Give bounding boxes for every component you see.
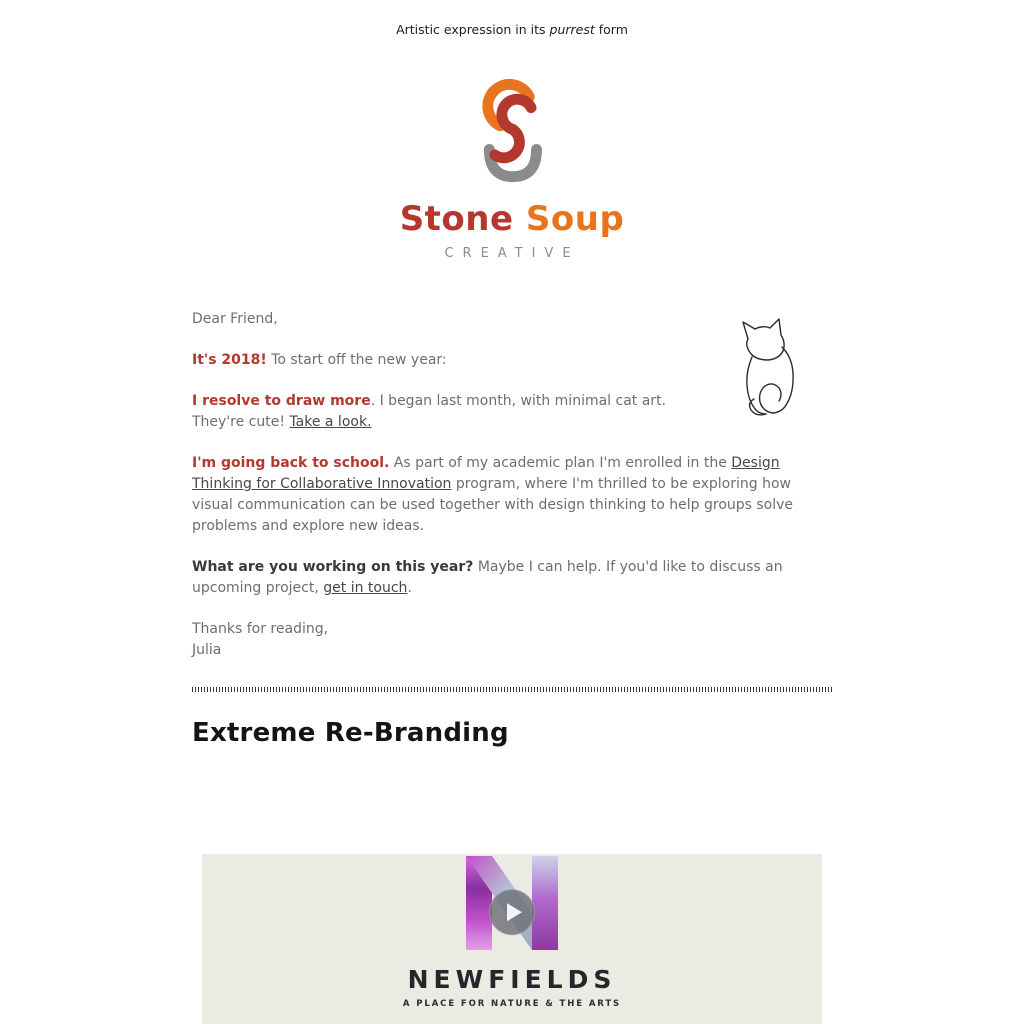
cat-drawing	[732, 313, 804, 417]
closing-block	[192, 619, 832, 661]
letter-section	[192, 309, 832, 661]
play-button[interactable]	[489, 889, 535, 935]
paragraph-working-on	[192, 557, 832, 599]
design-thinking-link[interactable]: Design Thinking for Collaborative Innovation	[192, 455, 780, 492]
paragraph-school	[192, 453, 832, 537]
newfields-tagline: A PLACE FOR NATURE & THE ARTS	[402, 999, 622, 1009]
salutation-text: Dear Friend,	[192, 311, 278, 327]
hatched-divider	[192, 687, 832, 692]
brand-subline: CREATIVE	[444, 246, 580, 261]
get-in-touch-link[interactable]: get in touch	[323, 580, 408, 596]
p4-bold-text: What are you working on this year?	[192, 559, 474, 575]
take-a-look-link[interactable]: Take a look.	[289, 414, 372, 430]
p4-rest1-text: Maybe I can help. If you'd like to discuss an upcoming project,	[192, 559, 783, 596]
closing-line1: Thanks for reading,	[192, 621, 329, 637]
preheader-before: Artistic expression in its	[396, 22, 550, 37]
newfields-logo-icon	[463, 854, 561, 952]
brand-word-stone: Stone	[399, 199, 514, 239]
preheader-text	[192, 0, 832, 37]
p2-bold-text: I resolve to draw more	[192, 393, 371, 409]
stone-soup-logo-icon	[453, 75, 571, 197]
preheader-after: form	[594, 22, 628, 37]
video-thumbnail[interactable]	[202, 854, 822, 1024]
p3-rest2-text: program, where I'm thrilled to be exploring how visual communication can be used together with design thinking to help groups solve problems and explore new ideas.	[192, 476, 794, 534]
play-icon	[507, 903, 522, 921]
preheader-italic-word: purrest	[549, 22, 595, 37]
brand-word-soup: Soup	[525, 199, 625, 239]
p2-rest-text: . I began last month, with minimal cat art. They're cute!	[192, 393, 667, 430]
section-heading: Extreme Re-Branding	[192, 718, 509, 748]
brand-wordmark	[192, 199, 832, 239]
p4-rest2-text: .	[407, 580, 412, 596]
p3-rest1-text: As part of my academic plan I'm enrolled in the	[389, 455, 732, 471]
p1-bold-text: It's 2018!	[192, 352, 267, 368]
newfields-wordmark: NEWFIELDS	[407, 965, 617, 994]
email-body	[192, 0, 832, 1024]
stone-soup-logo[interactable]	[192, 75, 832, 261]
p1-rest-text: To start off the new year:	[266, 352, 447, 368]
p3-bold-text: I'm going back to school.	[192, 455, 390, 471]
closing-signature: Julia	[192, 642, 222, 658]
